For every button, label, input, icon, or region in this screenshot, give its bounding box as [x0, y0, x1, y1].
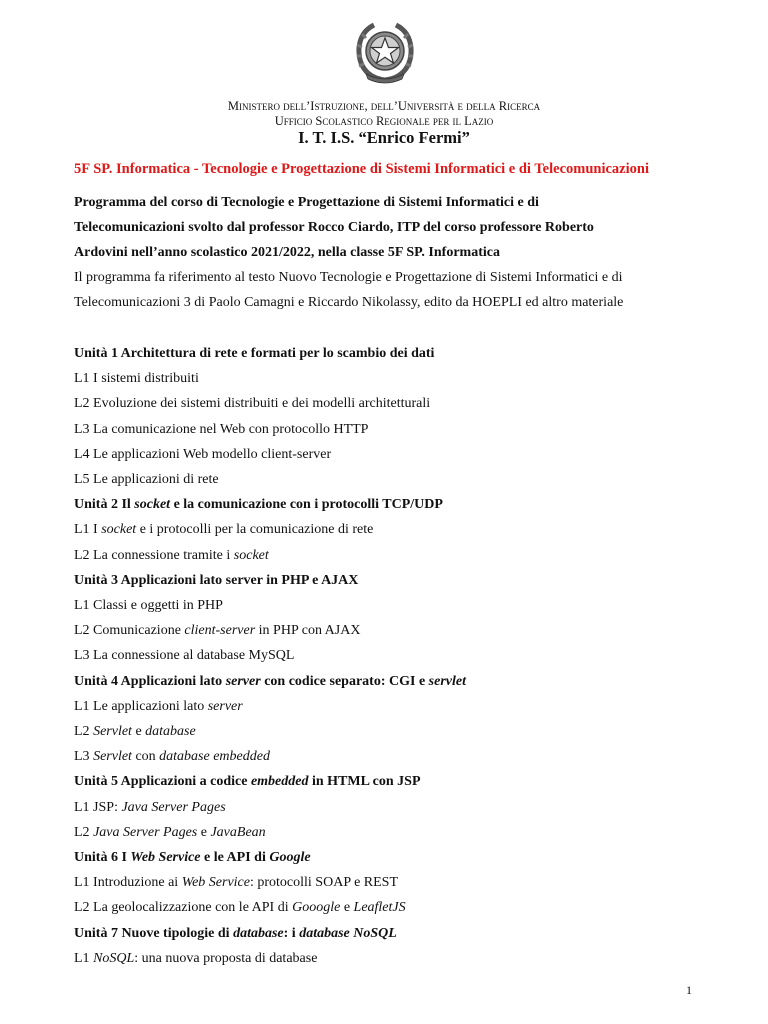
italic-term: servlet [428, 673, 466, 689]
text-segment: L4 Le applicazioni Web modello client-server [74, 446, 332, 462]
italic-term: Java Server Pages [121, 799, 226, 815]
text-segment: e [131, 724, 146, 739]
regional-office-name: Ufficio Scolastico Regionale per il Lazio [274, 114, 494, 128]
lesson-item [74, 648, 294, 664]
text-segment: L1 I sistemi distribuiti [74, 371, 199, 387]
italic-term: database embedded [159, 749, 270, 765]
intro-line: Ardovini nell’anno scolastico 2021/2022, nella classe 5F SP. Informatica [74, 245, 500, 260]
text-segment: e la comunicazione con i protocolli TCP/UDP [170, 497, 443, 513]
lesson-item [74, 699, 243, 715]
lesson-item [74, 724, 196, 740]
ministry-name: Ministero dell’Istruzione, dell’Università e della Ricerca [227, 99, 541, 113]
italic-term: Web Service [181, 875, 250, 891]
course-title: 5F SP. Informatica - Tecnologie e Progettazione di Sistemi Informatici e di Telecomunicazioni [74, 161, 649, 177]
text-segment: e [340, 900, 354, 916]
text-segment: L2 [74, 824, 94, 840]
unit-title [74, 346, 434, 362]
text-segment: Unità 6 I [74, 850, 131, 865]
lesson-item [74, 422, 368, 438]
intro-line: Telecomunicazioni svolto dal professor Rocco Ciardo, ITP del corso professore Roberto [74, 220, 594, 235]
text-segment: L3 La comunicazione nel Web con protocollo HTTP [74, 421, 369, 437]
italic-term: embedded [250, 774, 309, 790]
textbook-reference-line: Il programma fa riferimento al testo Nuovo Tecnologie e Progettazione di Sistemi Informatici e di [74, 270, 623, 285]
unit-title [74, 497, 443, 513]
italic-term: socket [134, 497, 171, 513]
text-segment: Unità 2 Il [74, 497, 135, 513]
italic-term: LeafletJS [353, 900, 406, 916]
italic-term: Google [269, 850, 311, 865]
lesson-item [74, 800, 226, 816]
italic-term: Web Service [130, 850, 201, 865]
page-number: 1 [686, 983, 692, 997]
italic-term: NoSQL [93, 950, 135, 966]
text-segment: e i protocolli per la comunicazione di rete [136, 522, 374, 538]
intro-line: Programma del corso di Tecnologie e Progettazione di Sistemi Informatici e di [74, 195, 539, 210]
lesson-item [74, 447, 331, 463]
lesson-item [74, 900, 406, 916]
lesson-item [74, 371, 199, 387]
text-segment: Unità 7 Nuove tipologie di [74, 925, 234, 941]
text-segment: L1 JSP: [74, 799, 122, 815]
lesson-item [74, 951, 317, 967]
lesson-item [74, 749, 270, 765]
text-segment: L5 Le applicazioni di rete [74, 472, 219, 487]
school-name: I. T. I.S. “Enrico Fermi” [298, 128, 470, 147]
text-segment: : una nuova proposta di database [134, 950, 318, 966]
italic-term: database NoSQL [299, 925, 397, 941]
lesson-item [74, 623, 360, 639]
text-segment: Unità 1 Architettura di rete e formati per lo scambio dei dati [74, 346, 435, 361]
lesson-item [74, 548, 269, 564]
text-segment: e le API di [200, 850, 270, 865]
text-segment: con codice separato: CGI e [260, 673, 429, 689]
unit-title [74, 573, 358, 589]
text-segment: con [131, 749, 160, 765]
text-segment: L1 Le applicazioni lato [74, 698, 208, 714]
unit-title [74, 926, 397, 942]
text-segment: Unità 5 Applicazioni a codice [74, 774, 251, 790]
text-segment: Unità 4 Applicazioni lato [74, 673, 226, 689]
text-segment: : i [283, 925, 300, 941]
italic-term: Servlet [93, 749, 132, 765]
lesson-item [74, 875, 398, 891]
unit-title [74, 850, 311, 866]
text-segment: e [197, 824, 211, 840]
italic-term: server [207, 698, 243, 714]
text-segment: L2 [74, 724, 94, 739]
textbook-reference-line: Telecomunicazioni 3 di Paolo Camagni e Riccardo Nikolassy, edito da HOEPLI ed altro materiale [74, 295, 624, 310]
italian-republic-emblem [352, 20, 418, 86]
italic-term: Gooogle [292, 900, 341, 916]
italic-term: socket [233, 547, 269, 563]
text-segment: Unità 3 Applicazioni lato server in PHP e AJAX [74, 572, 359, 588]
text-segment: L1 Introduzione ai [74, 875, 182, 891]
text-segment: L2 Comunicazione [74, 623, 185, 639]
text-segment: L3 [74, 749, 94, 765]
italic-term: Servlet [93, 724, 132, 739]
lesson-item [74, 472, 219, 488]
italic-term: database [145, 724, 196, 739]
lesson-item [74, 396, 430, 412]
italic-term: client-server [184, 623, 256, 639]
italic-term: Java Server Pages [93, 824, 198, 840]
lesson-item [74, 522, 373, 538]
text-segment: L1 Classi e oggetti in PHP [74, 598, 223, 613]
unit-title [74, 774, 421, 790]
text-segment: L1 I [74, 522, 102, 538]
italic-term: JavaBean [210, 824, 266, 840]
text-segment: L2 Evoluzione dei sistemi distribuiti e dei modelli architetturali [74, 396, 431, 412]
text-segment: L3 La connessione al database MySQL [74, 648, 295, 664]
text-segment: L2 La geolocalizzazione con le API di [74, 900, 293, 916]
italic-term: server [225, 673, 261, 689]
unit-title [74, 674, 466, 690]
italic-term: database [233, 925, 284, 941]
text-segment: in PHP con AJAX [255, 623, 361, 639]
text-segment: L2 La connessione tramite i [74, 547, 234, 563]
text-segment: L1 [74, 950, 94, 966]
text-segment: : protocolli SOAP e REST [249, 875, 399, 891]
italic-term: socket [101, 522, 137, 538]
text-segment: in HTML con JSP [308, 774, 421, 790]
lesson-item [74, 598, 223, 614]
lesson-item [74, 825, 266, 841]
